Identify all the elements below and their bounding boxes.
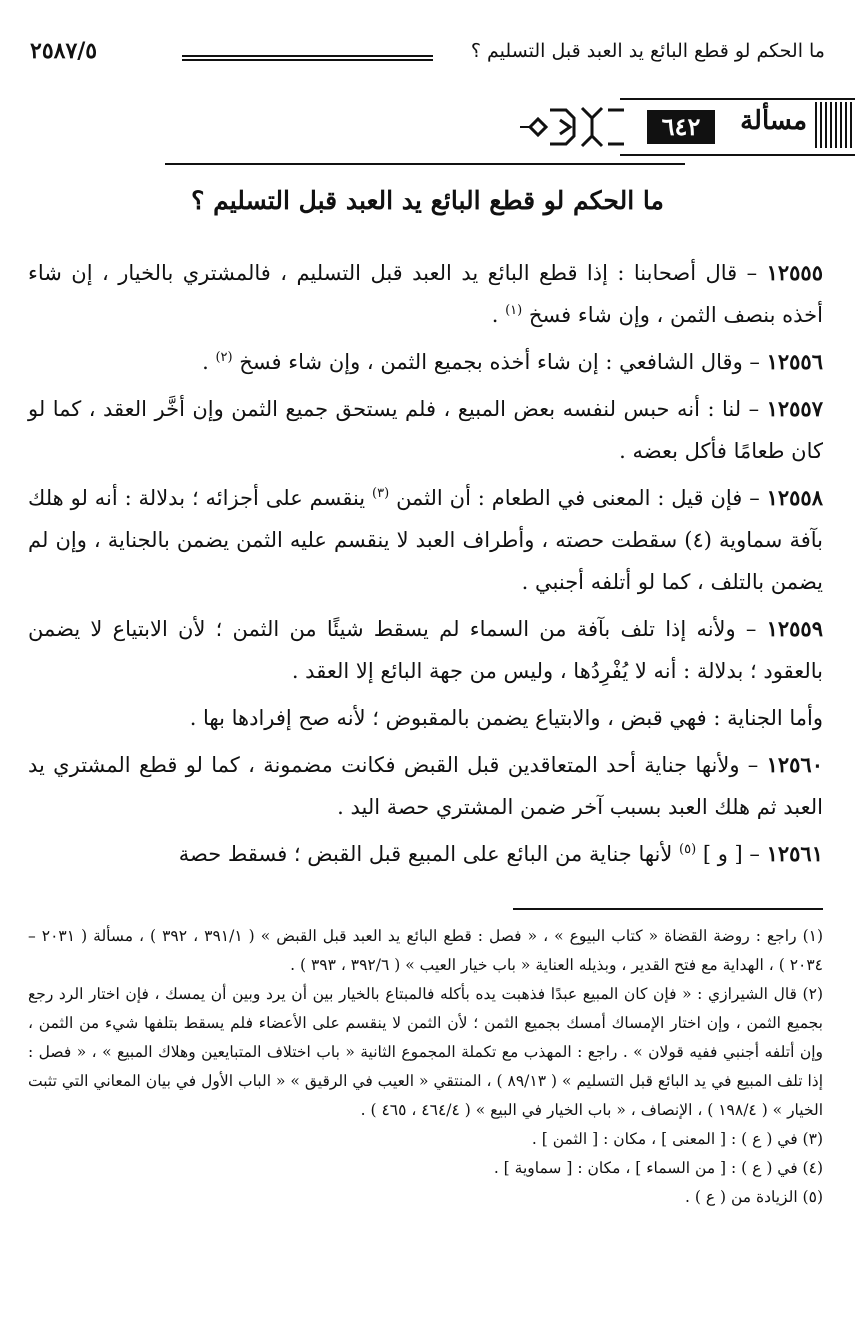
- footnote: (٢) قال الشيرازي : « فإن كان المبيع عبدًا فذهبت يده بأكله فالمبتاع بالخيار بين أن يرد وبين أن يمسك ، فإن اختار الرد رجع بجميع الثمن ، وإن اختار الإمساك أمسك بجميع الثمن ؛ لأن الثمن لا ينقسم على الأعضاء فلم يسقط بتلفها شيء من الثمن ، وإن أتلفه أجنبي ففيه قولان » . راجع : المهذب مع تكملة المجموع الثانية « باب اختلاف المتبايعين وهلاك المبيع » ، « فصل : إذا تلف المبيع في يد البائع قبل التسليم » ( ٨٩/١٣ ) ، المنتقي « العيب في الرقيق » « الباب الأول في بيان المعاني التي تثبت الخيار » ( ١٩٨/٤ ) ، الإنصاف ، « باب الخيار في البيع » ( ٤٦٤/٤ ، ٤٦٥ ) .: [28, 985, 823, 1119]
- footnote-ref: (٣): [372, 486, 390, 501]
- paragraph-tail: ينقسم على أجزائه ؛ بدلالة : أنه لو هلك بآفة سماوية (٤) سقطت حصته ، وأطراف العبد لا ينقسم عليه الثمن يضمن بالجناية ، وإن لم يضمن بالتلف ، كما لو أتلفه أجنبي .: [28, 486, 823, 594]
- page-number: ٢٥٨٧/٥: [30, 38, 98, 64]
- paragraph: [28, 477, 823, 603]
- masala-label: مسألة: [740, 106, 807, 136]
- paragraph-number: ١٢٥٥٨: [766, 485, 823, 510]
- footnote-rule: [513, 908, 823, 910]
- paragraph-text: وأما الجناية : فهي قبض ، والابتياع يضمن بالمقبوض ؛ لأنه صح إفرادها بها .: [189, 706, 823, 730]
- paragraph-text: – لنا : أنه حبس لنفسه بعض المبيع ، فلم يستحق جميع الثمن وإن أخَّر العقد ، كما لو كان طعامًا فأكل بعضه .: [28, 397, 823, 463]
- running-header: [30, 40, 825, 80]
- paragraph-text: – وقال الشافعي : إن شاء أخذه بجميع الثمن ، وإن شاء فسخ: [232, 350, 767, 374]
- paragraph-number: ١٢٥٦١: [766, 841, 823, 866]
- paragraph-text: – فإن قيل : المعنى في الطعام : أن الثمن: [389, 486, 767, 510]
- masala-number: ٦٤٢: [647, 110, 715, 144]
- paragraph-number: ١٢٥٥٥: [766, 260, 823, 285]
- paragraph: [28, 252, 823, 336]
- paragraph: [28, 608, 823, 692]
- paragraph-number: ١٢٥٥٩: [766, 616, 823, 641]
- paragraph-text: – ولأنه إذا تلف بآفة من السماء لم يسقط شيئًا من الثمن ؛ لأن الابتياع لا يضمن بالعقود ؛ بدلالة : أنه لا يُفْرِدُها ، وليس من جهة البائع إلا العقد .: [28, 617, 823, 683]
- ornament-icon: [520, 98, 630, 156]
- paragraph-number: ١٢٥٦٠: [766, 752, 823, 777]
- heading-rule: [165, 163, 685, 165]
- running-title: ما الحكم لو قطع البائع يد العبد قبل التسليم ؟: [470, 40, 825, 62]
- paragraph-number: ١٢٥٥٦: [766, 349, 823, 374]
- masala-banner: [520, 98, 855, 156]
- paragraph-tail: .: [491, 303, 506, 327]
- running-header-rule: [182, 55, 433, 61]
- footnote: (١) راجع : روضة القضاة « كتاب البيوع » ، « فصل : قطع البائع يد العبد قبل القبض » ( ٣٩١/١ ، ٣٩٢ ) ، مسألة ( ٢٠٣١ – ٢٠٣٤ ) ، الهداية مع فتح القدير ، وبذيله العناية « باب خيار العيب » ( ٣٩٢/٦ ، ٣٩٣ ) .: [28, 927, 824, 974]
- body-text: [28, 252, 823, 880]
- footnote-ref: (٥): [679, 842, 697, 857]
- footnote-ref: (١): [505, 303, 523, 318]
- paragraph: [28, 388, 823, 472]
- footnote-ref: (٢): [215, 350, 233, 365]
- footnote: (٤) في ( ع ) : [ من السماء ] ، مكان : [ سماوية ] .: [493, 1159, 823, 1177]
- footnote: (٥) الزيادة من ( ع ) .: [684, 1188, 823, 1206]
- footnotes: [28, 922, 823, 1212]
- paragraph: [28, 697, 823, 739]
- paragraph: [28, 833, 823, 875]
- paragraph-text: – [ و ]: [696, 842, 767, 866]
- barcode-ornament: [815, 102, 855, 148]
- paragraph-number: ١٢٥٥٧: [766, 396, 823, 421]
- paragraph-text: – قال أصحابنا : إذا قطع البائع يد العبد قبل التسليم ، فالمشتري بالخيار ، إن شاء أخذه بنصف الثمن ، وإن شاء فسخ: [28, 261, 823, 327]
- section-heading: ما الحكم لو قطع البائع يد العبد قبل التسليم ؟: [191, 186, 664, 215]
- paragraph-tail: .: [202, 350, 216, 374]
- paragraph: [28, 341, 823, 383]
- paragraph-tail: لأنها جناية من البائع على المبيع قبل القبض ؛ فسقط حصة: [178, 842, 680, 866]
- paragraph-text: – ولأنها جناية أحد المتعاقدين قبل القبض فكانت مضمونة ، كما لو قطع المشتري يد العبد ثم هلك العبد بسبب آخر ضمن المشتري حصة اليد .: [28, 753, 823, 819]
- footnote: (٣) في ( ع ) : [ المعنى ] ، مكان : [ الثمن ] .: [531, 1130, 823, 1148]
- paragraph: [28, 744, 823, 828]
